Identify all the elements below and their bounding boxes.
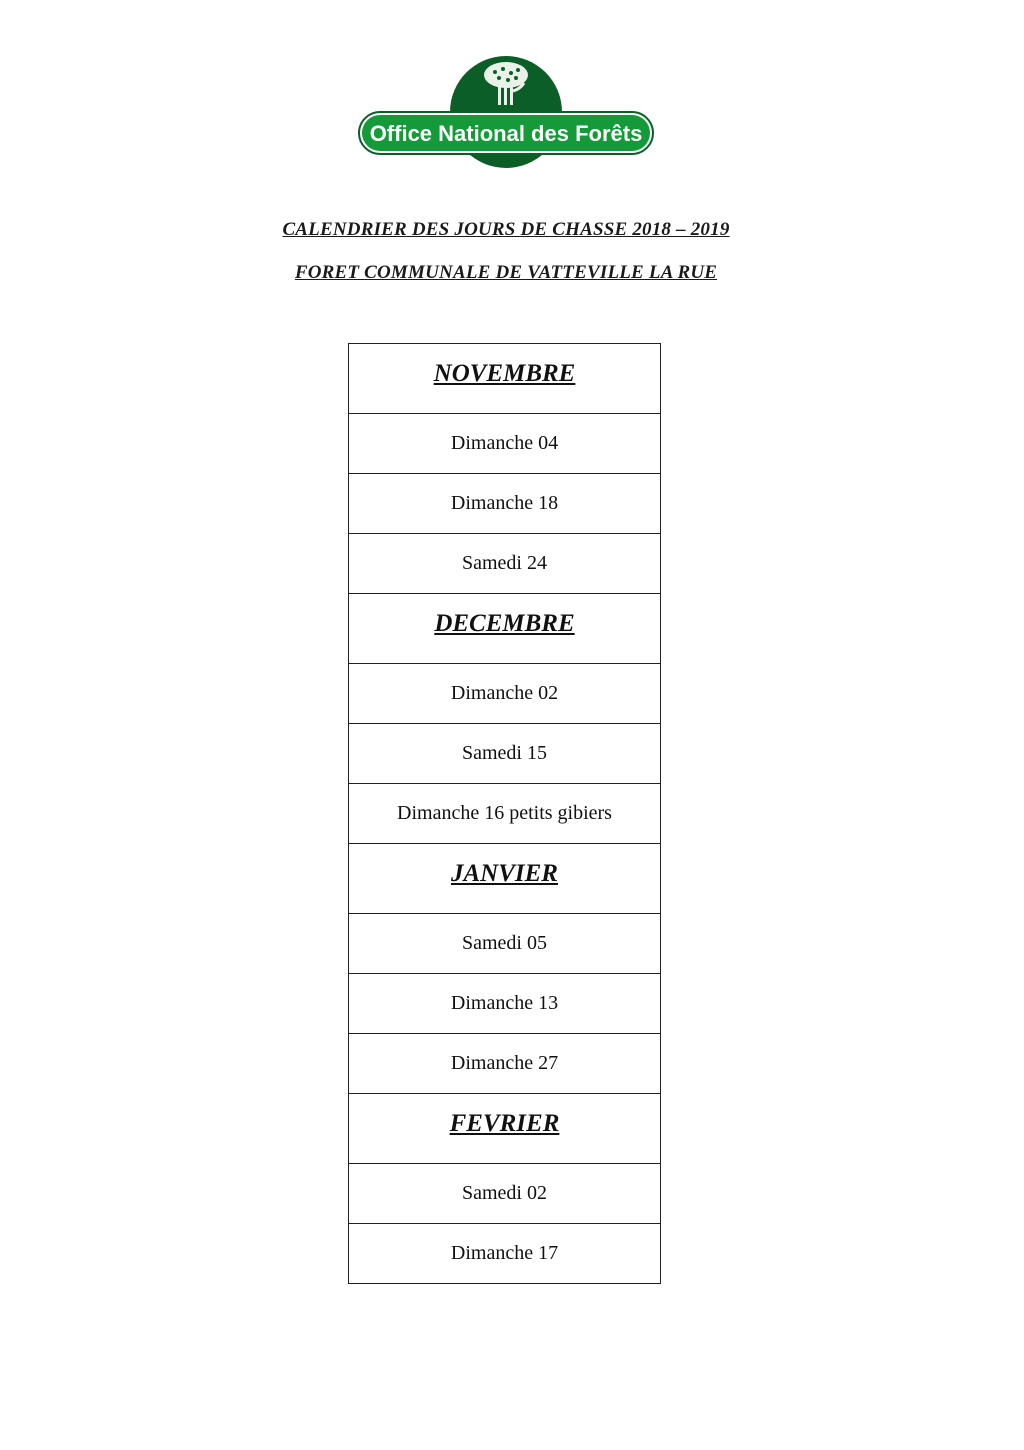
hunting-day: Dimanche 16 petits gibiers: [349, 784, 661, 844]
day-row: [349, 664, 661, 724]
month-row: [349, 844, 661, 914]
month-row: [349, 344, 661, 414]
day-row: [349, 914, 661, 974]
hunting-day: Dimanche 18: [349, 474, 661, 534]
onf-logo: [358, 55, 654, 169]
logo-text: Office National des Forêts: [369, 121, 643, 146]
hunting-day: Dimanche 02: [349, 664, 661, 724]
hunting-day: Samedi 02: [349, 1164, 661, 1224]
onf-logo-graphic: [358, 55, 654, 169]
day-row: [349, 1034, 661, 1094]
hunting-day: Dimanche 27: [349, 1034, 661, 1094]
hunting-day: Dimanche 04: [349, 414, 661, 474]
month-heading: FEVRIER: [349, 1094, 661, 1164]
page-subtitle: FORET COMMUNALE DE VATTEVILLE LA RUE: [294, 262, 718, 283]
day-row: [349, 784, 661, 844]
day-row: [349, 724, 661, 784]
day-row: [349, 534, 661, 594]
day-row: [349, 474, 661, 534]
page-title: CALENDRIER DES JOURS DE CHASSE 2018 – 2019: [282, 219, 730, 240]
hunting-calendar-table: [348, 343, 661, 1284]
hunting-day: Dimanche 13: [349, 974, 661, 1034]
month-heading: DECEMBRE: [349, 594, 661, 664]
day-row: [349, 414, 661, 474]
hunting-day: Samedi 24: [349, 534, 661, 594]
hunting-day: Samedi 15: [349, 724, 661, 784]
day-row: [349, 1164, 661, 1224]
hunting-day: Dimanche 17: [349, 1224, 661, 1284]
month-heading: NOVEMBRE: [349, 344, 661, 414]
month-row: [349, 1094, 661, 1164]
hunting-day: Samedi 05: [349, 914, 661, 974]
month-heading: JANVIER: [349, 844, 661, 914]
day-row: [349, 1224, 661, 1284]
month-row: [349, 594, 661, 664]
day-row: [349, 974, 661, 1034]
